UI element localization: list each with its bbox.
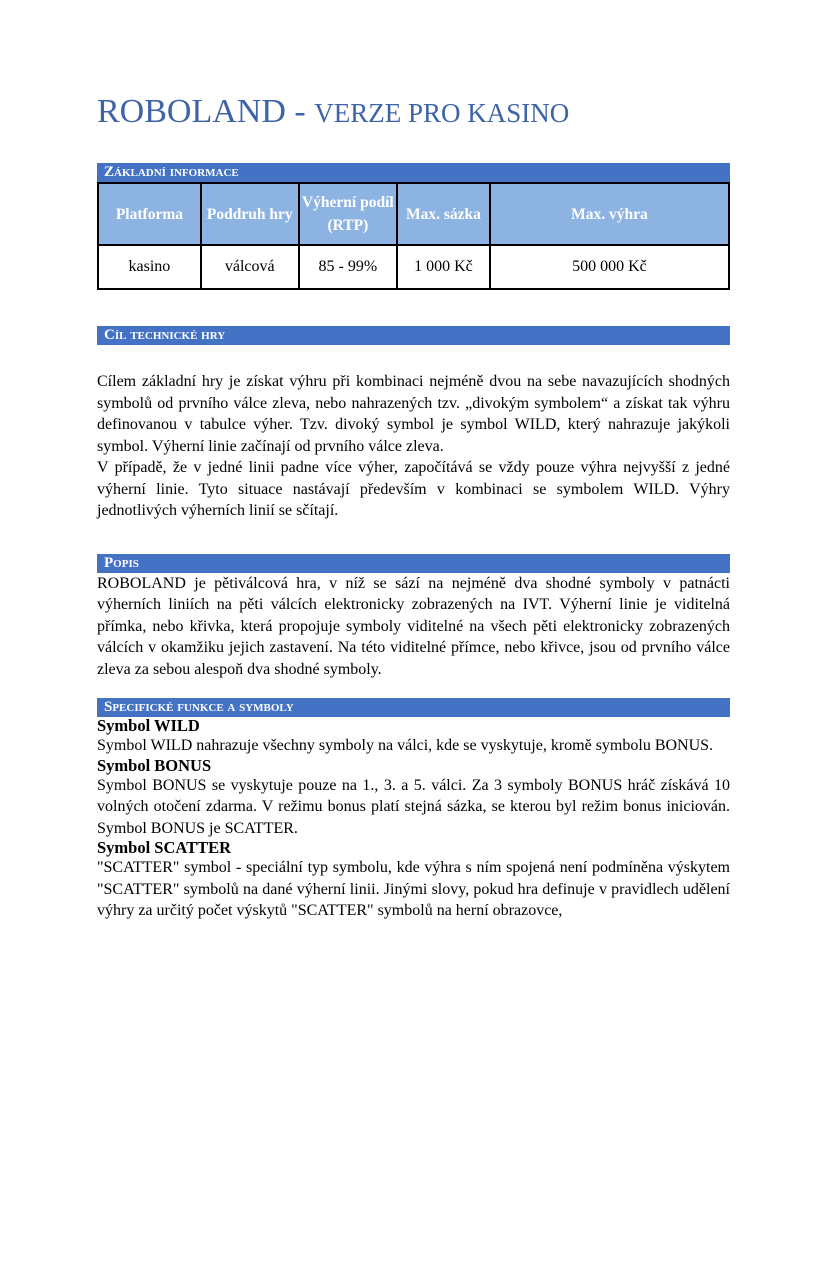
- goal-paragraph-2: V případě, že v jedné linii padne více výher, započítává se vždy pouze výhra nejvyšší z jedné výherní linie. Tyto situace nastávají především v kombinaci se symbolem WILD. Výhry jednotlivých výherních linií se sčítají.: [97, 459, 730, 520]
- section-header-specific-functions: Specifické funkce a symboly: [97, 698, 730, 717]
- page-title: [97, 92, 730, 131]
- table-row: [98, 245, 729, 289]
- popis-paragraph: ROBOLAND je pětiválcová hra, v níž se sází na nejméně dva shodné symboly v patnácti výherních liniích na pěti válcích elektronicky zobrazených na IVT. Výherní linie je viditelná přímka, nebo křivka, která propojuje symboly viditelné na všech pěti elektronicky zobrazených válcích v okamžiku jejich zastavení. Na této viditelné přímce, nebo křivce, jsou od prvního válce zleva za sebou alespoň dva shodné symboly.: [97, 574, 730, 678]
- subheading-symbol-wild: Symbol WILD: [97, 716, 200, 736]
- col-header-max-vyhra: Max. výhra: [490, 183, 729, 245]
- col-header-max-sazka: Max. sázka: [397, 183, 490, 245]
- symbol-wild-paragraph: Symbol WILD nahrazuje všechny symboly na válci, kde se vyskytuje, kromě symbolu BONUS.: [97, 737, 714, 755]
- symbol-bonus-paragraph: Symbol BONUS se vyskytuje pouze na 1., 3. a 5. válci. Za 3 symboly BONUS hráč získává 10 volných otočení zdarma. V režimu bonus platí stejná sázka, se kterou byl režim bonus iniciován. Symbol BONUS je SCATTER.: [97, 776, 730, 837]
- section-header-popis: Popis: [97, 554, 730, 573]
- basic-info-table: [97, 182, 730, 290]
- col-header-platforma: Platforma: [98, 183, 201, 245]
- cell-poddruh-hry: válcová: [201, 245, 299, 289]
- page-title-main: ROBOLAND -: [97, 93, 315, 130]
- cell-platforma: kasino: [98, 245, 201, 289]
- goal-text-block: [97, 371, 730, 522]
- cell-vyherni-podil: 85 - 99%: [299, 245, 397, 289]
- symbol-scatter-paragraph: "SCATTER" symbol - speciální typ symbolu, kde výhra s ním spojená není podmíněna výskytem "SCATTER" symbolů na dané výherní linii. Jinými slovy, pokud hra definuje v pravidlech udělení výhry za určitý počet výskytů "SCATTER" symbolů na herní obrazovce,: [97, 859, 730, 920]
- table-header-row: [98, 183, 729, 245]
- subheading-symbol-bonus: Symbol BONUS: [97, 755, 212, 775]
- cell-max-vyhra: 500 000 Kč: [490, 245, 729, 289]
- col-header-poddruh-hry: Poddruh hry: [201, 183, 299, 245]
- subheading-symbol-scatter: Symbol SCATTER: [97, 838, 232, 858]
- goal-paragraph-1: Cílem základní hry je získat výhru při kombinaci nejméně dvou na sebe navazujících shodných symbolů od prvního válce zleva, nebo nahrazených tzv. „divokým symbolem“ a získat tak výhru definovanou v tabulce výher. Tzv. divoký symbol je symbol WILD, který nahrazuje jakýkoli symbol. Výherní linie začínají od prvního válce zleva.: [97, 373, 730, 455]
- section-header-goal: Cíl technické hry: [97, 326, 730, 345]
- document-page: [0, 92, 827, 1261]
- page-title-sub: VERZE PRO KASINO: [314, 98, 570, 128]
- section-header-basic-info: Základní informace: [97, 163, 730, 182]
- col-header-vyherni-podil: Výherní podíl (RTP): [299, 183, 397, 245]
- cell-max-sazka: 1 000 Kč: [397, 245, 490, 289]
